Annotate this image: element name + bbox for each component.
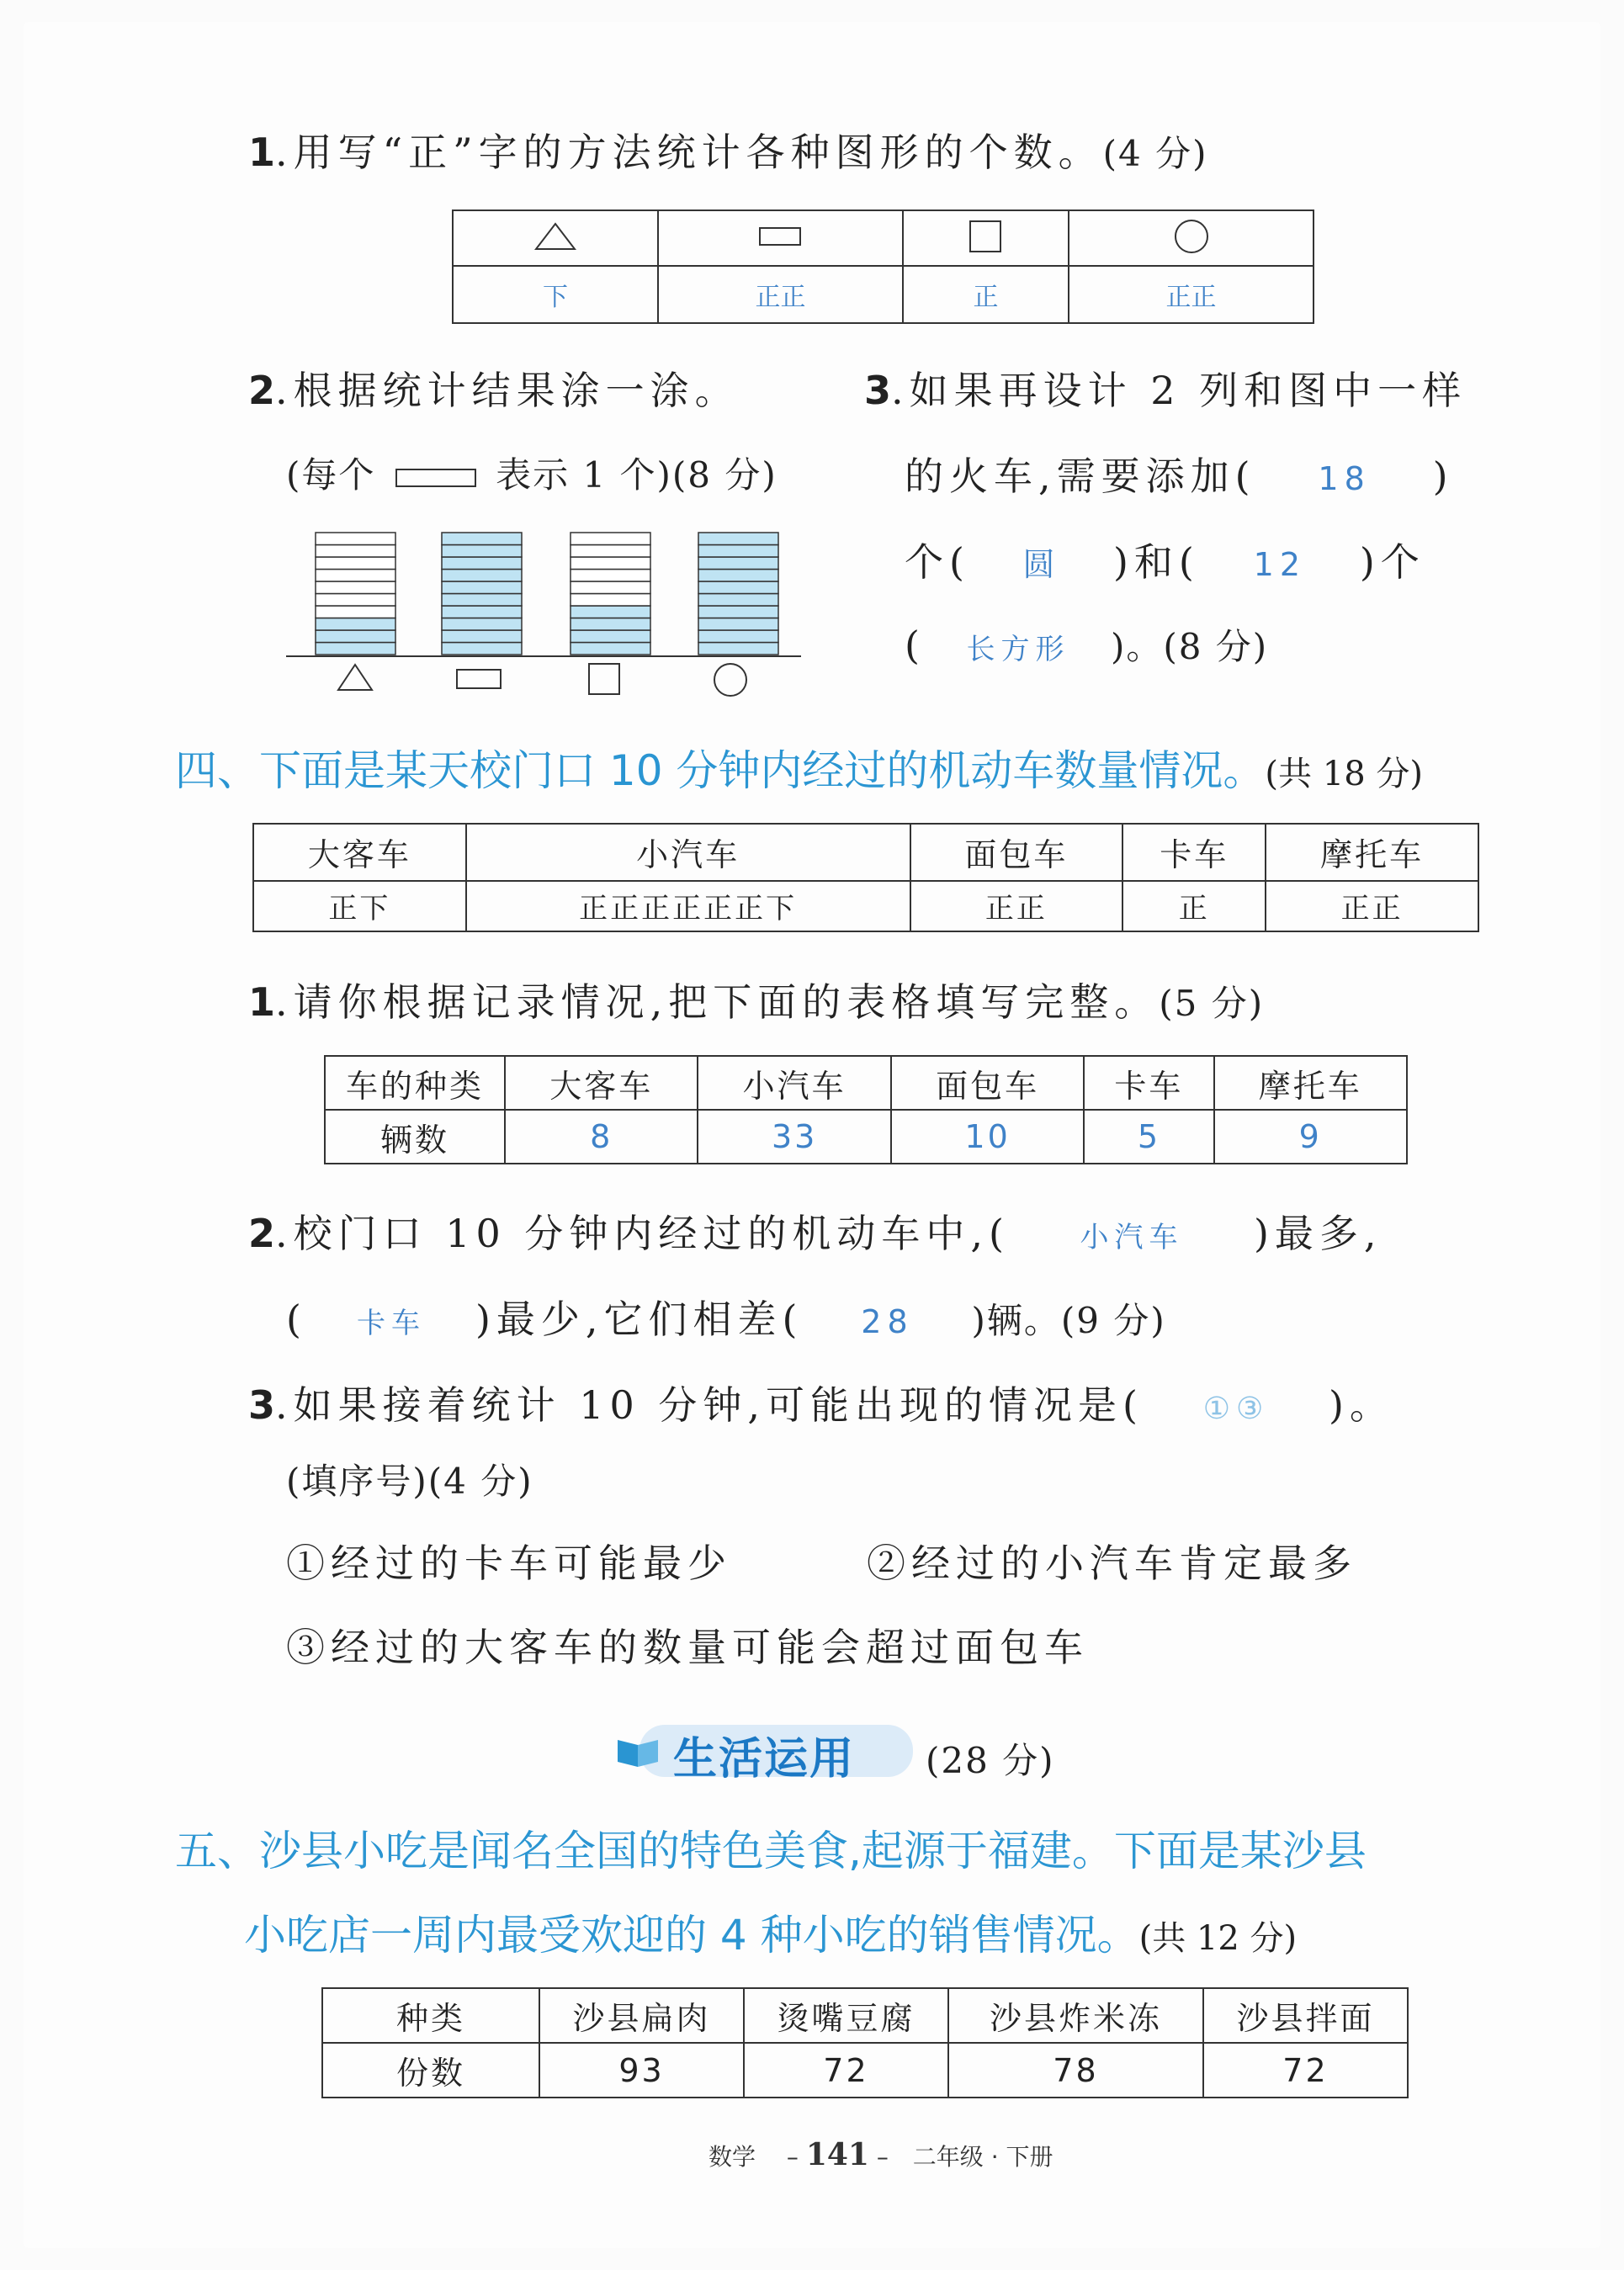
q2-legend: (每个 表示 1 个)(8 分) xyxy=(286,454,778,496)
triangle-icon xyxy=(453,210,658,266)
rectangle-icon xyxy=(658,210,903,266)
count-header: 大客车 xyxy=(505,1056,698,1110)
count-header: 摩托车 xyxy=(1214,1056,1408,1110)
bar-cell[interactable] xyxy=(571,533,650,545)
q3-answer-2[interactable]: 圆 xyxy=(1022,546,1061,583)
bar-cell[interactable] xyxy=(316,533,395,545)
legend-bar-icon xyxy=(395,469,476,487)
s4-q1-title: 1.请你根据记录情况,把下面的表格填写完整。(5 分) xyxy=(248,979,1265,1025)
bar-cell[interactable] xyxy=(442,557,522,570)
sales-value: 72 xyxy=(744,2043,948,2098)
footer-subject: 数学 xyxy=(709,2143,756,2171)
record-header: 摩托车 xyxy=(1266,824,1478,881)
s4-q2-answer-1[interactable]: 小汽车 xyxy=(1080,1221,1184,1254)
bar-cell[interactable] xyxy=(698,533,778,545)
sales-header: 烫嘴豆腐 xyxy=(744,1988,948,2043)
record-tally: 正正 xyxy=(1266,881,1478,931)
bar-cell[interactable] xyxy=(442,545,522,558)
record-table xyxy=(252,823,1479,932)
sales-header: 沙县拌面 xyxy=(1203,1988,1408,2043)
count-header: 小汽车 xyxy=(698,1056,890,1110)
bar-cell[interactable] xyxy=(571,581,650,594)
bar-cell[interactable] xyxy=(316,545,395,558)
bar-cell[interactable] xyxy=(316,581,395,594)
bar-cell[interactable] xyxy=(442,594,522,607)
q3-line1: 3.如果再设计 2 列和图中一样 xyxy=(864,368,1467,413)
bar-cell[interactable] xyxy=(571,606,650,618)
bar-cell[interactable] xyxy=(698,594,778,607)
section5-heading-line2: 小吃店一周内最受欢迎的 4 种小吃的销售情况。(共 12 分) xyxy=(244,1911,1298,1960)
triangle-icon xyxy=(338,665,372,690)
bar-cell[interactable] xyxy=(698,557,778,570)
q3-answer-1[interactable]: 18 xyxy=(1318,460,1371,497)
bar-cell[interactable] xyxy=(442,570,522,582)
bar-cell[interactable] xyxy=(571,618,650,631)
count-row-label: 辆数 xyxy=(325,1110,505,1164)
q3-line4: ( 长方形 )。(8 分) xyxy=(905,623,1269,668)
bar-cell[interactable] xyxy=(571,570,650,582)
record-header: 大客车 xyxy=(253,824,466,881)
sales-row-label: 种类 xyxy=(322,1988,539,2043)
bar-cell[interactable] xyxy=(316,606,395,618)
sales-value: 93 xyxy=(539,2043,744,2098)
bar-cell[interactable] xyxy=(442,643,522,655)
bar-cell[interactable] xyxy=(571,545,650,558)
bar-cell[interactable] xyxy=(442,630,522,643)
record-tally: 正 xyxy=(1122,881,1266,931)
record-tally: 正下 xyxy=(253,881,466,931)
bar-cell[interactable] xyxy=(442,606,522,618)
bar-cell[interactable] xyxy=(698,606,778,618)
tally-triangle: 下 xyxy=(453,266,658,323)
q3-answer-4[interactable]: 长方形 xyxy=(966,633,1070,666)
record-tally: 正正 xyxy=(910,881,1123,931)
tally-square: 正 xyxy=(903,266,1069,323)
s4-q3-option-2: ②经过的小汽车肯定最多 xyxy=(867,1541,1357,1586)
tally-circle: 正正 xyxy=(1069,266,1314,323)
bar-cell[interactable] xyxy=(698,545,778,558)
bar-cell[interactable] xyxy=(442,533,522,545)
bar-cell[interactable] xyxy=(316,557,395,570)
bar-cell[interactable] xyxy=(571,643,650,655)
s4-q2-answer-3[interactable]: 28 xyxy=(861,1303,914,1340)
bar-cell[interactable] xyxy=(698,643,778,655)
q3-line3: 个( 圆 )和( 12 )个 xyxy=(905,539,1425,585)
rectangle-icon xyxy=(457,670,501,688)
count-value[interactable]: 5 xyxy=(1084,1110,1213,1164)
sales-value: 72 xyxy=(1203,2043,1408,2098)
book-icon xyxy=(614,1738,661,1769)
s4-q3-option-1: ①经过的卡车可能最少 xyxy=(286,1541,732,1586)
section5-heading-line1: 五、沙县小吃是闻名全国的特色美食,起源于福建。下面是某沙县 xyxy=(175,1827,1367,1875)
bar-cell[interactable] xyxy=(698,570,778,582)
sales-row-label: 份数 xyxy=(322,2043,539,2098)
bar-cell[interactable] xyxy=(698,630,778,643)
bar-cell[interactable] xyxy=(442,618,522,631)
bar-cell[interactable] xyxy=(316,570,395,582)
bar-cell[interactable] xyxy=(698,618,778,631)
q3-answer-3[interactable]: 12 xyxy=(1253,546,1307,583)
life-section-title: 生活运用 xyxy=(673,1734,856,1785)
bar-cell[interactable] xyxy=(316,630,395,643)
bar-cell[interactable] xyxy=(316,594,395,607)
record-header: 面包车 xyxy=(910,824,1123,881)
sales-table xyxy=(321,1987,1409,2098)
footer: 数学 – 141 – 二年级 · 下册 xyxy=(709,2137,1053,2172)
record-header: 卡车 xyxy=(1122,824,1266,881)
s4-q3-line1: 3.如果接着统计 10 分钟,可能出现的情况是( ①③ )。 xyxy=(248,1382,1394,1428)
count-row-label: 车的种类 xyxy=(325,1056,505,1110)
bar-cell[interactable] xyxy=(316,618,395,631)
bar-cell[interactable] xyxy=(442,581,522,594)
sales-header: 沙县炸米冻 xyxy=(948,1988,1203,2043)
circle-icon xyxy=(714,664,746,696)
s4-q3-line2: (填序号)(4 分) xyxy=(286,1461,533,1502)
bar-cell[interactable] xyxy=(316,643,395,655)
count-value[interactable]: 10 xyxy=(891,1110,1084,1164)
square-icon xyxy=(903,210,1069,266)
tally-rectangle: 正正 xyxy=(658,266,903,323)
count-value[interactable]: 33 xyxy=(698,1110,890,1164)
bar-cell[interactable] xyxy=(698,581,778,594)
bar-chart xyxy=(278,513,816,698)
s4-q3-option-3: ③经过的大客车的数量可能会超过面包车 xyxy=(286,1625,1089,1670)
life-section-points: (28 分) xyxy=(926,1740,1055,1781)
q2-title: 2.根据统计结果涂一涂。 xyxy=(248,368,740,413)
bar-cell[interactable] xyxy=(571,557,650,570)
s4-q2-answer-2[interactable]: 卡车 xyxy=(356,1307,426,1340)
section4-heading: 四、下面是某天校门口 10 分钟内经过的机动车数量情况。(共 18 分) xyxy=(175,746,1423,795)
record-tally: 正正正正正正下 xyxy=(466,881,910,931)
count-header: 面包车 xyxy=(891,1056,1084,1110)
page-number: 141 xyxy=(805,2137,869,2172)
q3-line2: 的火车,需要添加( 18 ) xyxy=(905,453,1454,499)
sales-header: 沙县扁肉 xyxy=(539,1988,744,2043)
footer-grade: 二年级 · 下册 xyxy=(912,2143,1053,2171)
count-value[interactable]: 8 xyxy=(505,1110,698,1164)
bar-cell[interactable] xyxy=(571,630,650,643)
tally-table xyxy=(452,209,1314,324)
s4-q2-line2: ( 卡车 )最少,它们相差( 28 )辆。(9 分) xyxy=(286,1297,1166,1342)
s4-q3-answer[interactable]: ①③ xyxy=(1202,1392,1270,1426)
s4-q2-line1: 2.校门口 10 分钟内经过的机动车中,( 小汽车 )最多, xyxy=(248,1211,1383,1256)
sales-value: 78 xyxy=(948,2043,1203,2098)
circle-icon xyxy=(1069,210,1314,266)
q1-title: 1.用写“正”字的方法统计各种图形的个数。(4 分) xyxy=(248,130,1208,175)
square-icon xyxy=(589,664,619,694)
bar-cell[interactable] xyxy=(571,594,650,607)
record-header: 小汽车 xyxy=(466,824,910,881)
count-value[interactable]: 9 xyxy=(1214,1110,1408,1164)
count-header: 卡车 xyxy=(1084,1056,1213,1110)
count-table xyxy=(324,1055,1408,1164)
